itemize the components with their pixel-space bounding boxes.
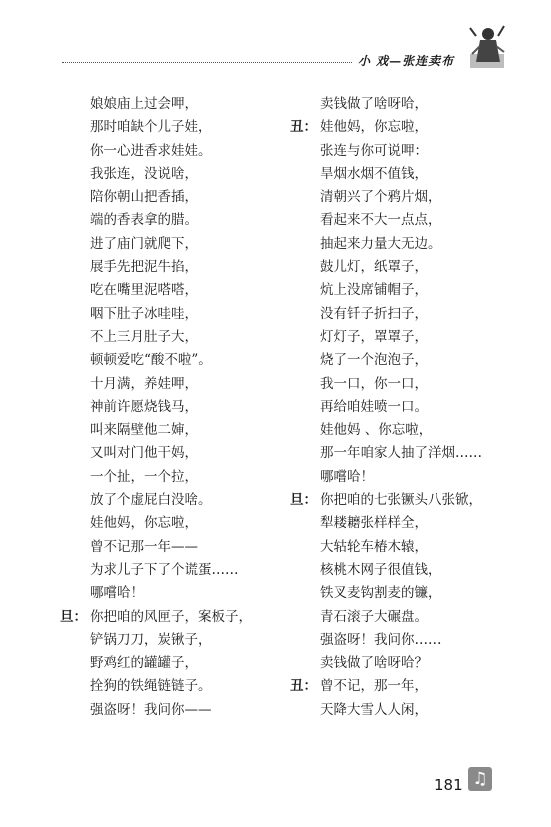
verse-text: 曾不记那一年——	[90, 538, 198, 555]
header-title: 小 戏—张连卖布	[358, 54, 455, 68]
verse-line	[290, 116, 530, 139]
verse-text: 灯灯子，罩罩子，	[320, 328, 428, 345]
verse-text: 陪你朝山把香插，	[90, 189, 198, 206]
verse-line	[290, 536, 530, 559]
verse-line	[290, 303, 530, 326]
speaker-label: 丑：	[290, 678, 317, 695]
verse-line	[60, 303, 290, 326]
verse-text: 强盗呀！我问你……	[320, 631, 442, 648]
verse-line	[60, 256, 290, 279]
verse-line	[60, 93, 290, 116]
verse-text: 卖钱做了啥呀哈？	[320, 655, 428, 672]
verse-line	[290, 419, 530, 442]
verse-line	[60, 582, 290, 605]
verse-text: 清朝兴了个鸦片烟，	[320, 189, 442, 206]
verse-text: 娃他妈，你忘啦，	[90, 515, 198, 532]
verse-line	[290, 559, 530, 582]
verse-text: 张连与你可说呷：	[320, 142, 428, 159]
verse-text: 神前许愿烧钱马，	[90, 398, 198, 415]
verse-line	[290, 489, 530, 512]
verse-line	[60, 512, 290, 535]
verse-text: 又叫对门他干妈，	[90, 445, 198, 462]
verse-line	[290, 699, 530, 722]
verse-text: 天降大雪人人闲，	[320, 701, 428, 718]
verse-line	[290, 93, 530, 116]
verse-line	[60, 652, 290, 675]
verse-text: 拴狗的铁绳链链子。	[90, 678, 212, 695]
verse-line	[60, 279, 290, 302]
verse-line	[60, 629, 290, 652]
verse-line	[60, 699, 290, 722]
verse-text: 犁耧耱张样样全，	[320, 515, 428, 532]
verse-text: 哪嚐哈！	[320, 468, 374, 485]
verse-line	[290, 186, 530, 209]
verse-line	[290, 466, 530, 489]
verse-text: 曾不记，那一年，	[320, 678, 428, 695]
verse-text: 没有钎子折扫子，	[320, 305, 428, 322]
verse-text: 再给咱娃喷一口。	[320, 398, 428, 415]
speaker-label: 丑：	[290, 119, 317, 136]
verse-text: 吃在嘴里泥嗒嗒，	[90, 282, 198, 299]
header-rule	[62, 62, 352, 63]
verse-text: 你把咱的风匣子，案板子，	[90, 608, 252, 625]
verse-line	[60, 326, 290, 349]
verse-line	[290, 629, 530, 652]
opera-figure-emblem-icon	[468, 24, 506, 70]
verse-line	[290, 652, 530, 675]
verse-line	[60, 536, 290, 559]
verse-line	[60, 209, 290, 232]
verse-line	[60, 489, 290, 512]
verse-text: 那一年咱家人抽了洋烟……	[320, 445, 482, 462]
verse-text: 核桃木网子很值钱，	[320, 561, 442, 578]
verse-line	[60, 442, 290, 465]
verse-line	[60, 675, 290, 698]
verse-line	[290, 140, 530, 163]
speaker-label: 旦：	[290, 492, 317, 509]
verse-line	[60, 186, 290, 209]
verse-text: 娘娘庙上过会呷，	[90, 96, 198, 112]
verse-line	[290, 442, 530, 465]
verse-line	[290, 279, 530, 302]
verse-text: 不上三月肚子大，	[90, 328, 198, 345]
verse-text: 娃他妈 、你忘啦，	[320, 422, 433, 439]
verse-text: 炕上没席铺帽子，	[320, 282, 428, 299]
verse-text: 卖钱做了啥呀哈，	[320, 96, 428, 112]
verse-line	[60, 349, 290, 372]
verse-text: 进了庙门就爬下，	[90, 235, 198, 252]
music-note-icon: ♫	[468, 767, 492, 791]
verse-line	[60, 466, 290, 489]
verse-line	[60, 373, 290, 396]
verse-line	[60, 116, 290, 139]
verse-text: 咽下肚子冰哇哇，	[90, 305, 198, 322]
verse-line	[290, 163, 530, 186]
verse-line	[290, 209, 530, 232]
verse-text: 为求儿子下了个谎蛋……	[90, 561, 239, 578]
verse-text: 鼓儿灯，纸罩子，	[320, 259, 428, 276]
speaker-label: 旦：	[60, 608, 87, 625]
verse-text: 端的香表拿的腊。	[90, 212, 198, 229]
verse-text: 强盗呀！我问你——	[90, 701, 212, 718]
page-number: 181	[434, 776, 463, 794]
verse-text: 看起来不大一点点，	[320, 212, 442, 229]
verse-line	[290, 582, 530, 605]
verse-line	[60, 396, 290, 419]
verse-text: 大轱轮车椿木辕，	[320, 538, 428, 555]
verse-text: 抽起来力量大无边。	[320, 235, 442, 252]
verse-text: 你把咱的七张镢头八张锨，	[320, 492, 482, 509]
verse-line	[290, 349, 530, 372]
verse-line	[290, 675, 530, 698]
verse-line	[290, 326, 530, 349]
verse-text: 我一口，你一口，	[320, 375, 428, 392]
left-column	[60, 93, 290, 722]
verse-text: 铁叉麦钩割麦的镰，	[320, 585, 442, 602]
verse-line	[60, 419, 290, 442]
verse-text: 一个扯，一个拉，	[90, 468, 198, 485]
verse-text: 你一心进香求娃娃。	[90, 142, 212, 159]
verse-text: 叫来隔壁他二婶，	[90, 422, 198, 439]
verse-line	[60, 559, 290, 582]
verse-text: 哪嚐哈！	[90, 585, 144, 602]
verse-text: 娃他妈，你忘啦，	[320, 119, 428, 136]
verse-line	[60, 606, 290, 629]
verse-text: 顿顿爱吃“酸不啦”。	[90, 352, 212, 369]
verse-text: 青石滚子大碾盘。	[320, 608, 428, 625]
verse-line	[60, 163, 290, 186]
verse-text: 旱烟水烟不值钱，	[320, 165, 428, 182]
verse-line	[290, 256, 530, 279]
verse-line	[290, 512, 530, 535]
verse-line	[290, 233, 530, 256]
verse-line	[60, 233, 290, 256]
verse-text: 我张连，没说啥，	[90, 165, 198, 182]
verse-line	[290, 396, 530, 419]
verse-line	[60, 140, 290, 163]
verse-text: 放了个虚屁白没啥。	[90, 492, 212, 509]
right-column	[290, 93, 530, 722]
verse-text: 野鸡红的罐罐子，	[90, 655, 198, 672]
verse-text: 十月满，养娃呷，	[90, 375, 198, 392]
verse-text: 铲锅刀刀，炭锹子，	[90, 631, 212, 648]
verse-text: 烧了一个泡泡子，	[320, 352, 428, 369]
verse-text: 那时咱缺个儿子娃，	[90, 119, 212, 136]
verse-text: 展手先把泥牛掐，	[90, 259, 198, 276]
verse-line	[290, 606, 530, 629]
verse-line	[290, 373, 530, 396]
